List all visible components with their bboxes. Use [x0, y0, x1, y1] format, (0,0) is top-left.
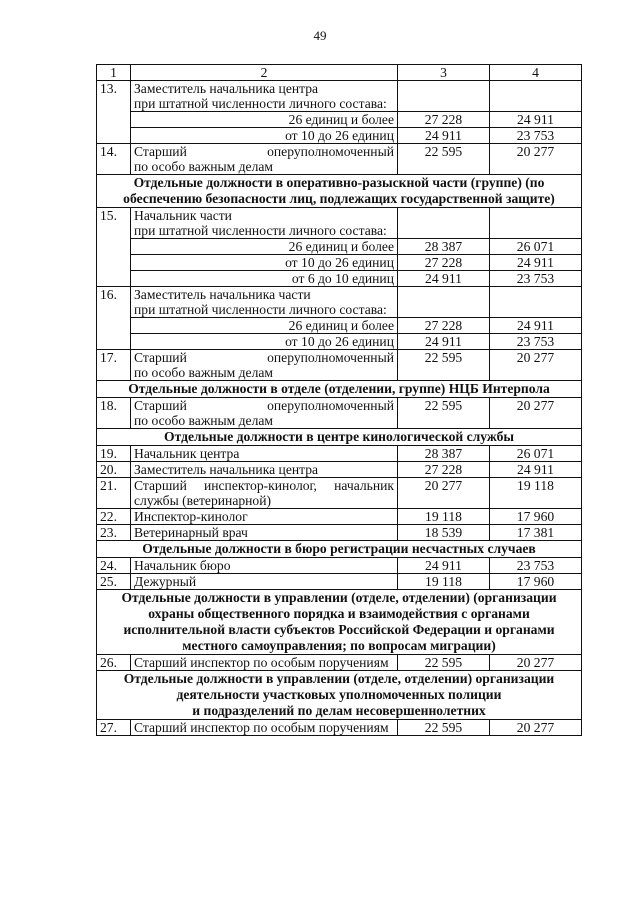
value-col-4: 20 277	[490, 720, 582, 736]
position-title: Ветеринарный врач	[131, 525, 398, 541]
section-row	[97, 541, 582, 558]
table-row	[97, 350, 582, 381]
value-col-4: 23 753	[490, 128, 582, 144]
table-row	[97, 81, 582, 112]
table-subrow	[97, 128, 582, 144]
value-col-3: 27 228	[398, 255, 490, 271]
value-col-4: 24 911	[490, 112, 582, 128]
value-col-3: 24 911	[398, 558, 490, 574]
header-col-2: 2	[131, 65, 398, 81]
table-row	[97, 287, 582, 318]
section-heading-line: местного самоуправления; по вопросам миграции)	[182, 638, 496, 653]
section-row	[97, 429, 582, 446]
value-col-3: 19 118	[398, 574, 490, 590]
position-line	[134, 398, 394, 413]
position-title	[131, 287, 398, 318]
position-line: службы (ветеринарной)	[134, 493, 272, 508]
value-col-3: 24 911	[398, 334, 490, 350]
table-subrow	[97, 334, 582, 350]
value-col-3: 22 595	[398, 144, 490, 175]
section-heading: Отдельные должности в отделе (отделении, группе) НЦБ Интерпола	[97, 381, 582, 398]
row-number: 26.	[97, 655, 131, 671]
value-col-3: 22 595	[398, 720, 490, 736]
value-col-3	[398, 287, 490, 318]
subrow-label: 26 единиц и более	[131, 112, 398, 128]
section-heading: Отдельные должности в оперативно-разыскной части (группе) (по обеспечению безопасности лиц, подлежащих государственной защите)	[97, 175, 582, 208]
position-line	[134, 478, 394, 493]
section-heading-line: деятельности участковых уполномоченных полиции	[176, 687, 502, 702]
table-subrow	[97, 112, 582, 128]
subrow-label: от 10 до 26 единиц	[131, 334, 398, 350]
position-line: при штатной численности личного состава:	[134, 223, 387, 238]
value-col-4: 17 960	[490, 509, 582, 525]
section-heading-line: исполнительной власти субъектов Российской Федерации и органами	[123, 622, 555, 637]
position-title	[131, 81, 398, 112]
section-heading-line: Отдельные должности в управлении (отделе, отделении) организации	[123, 671, 555, 686]
position-title: Инспектор-кинолог	[131, 509, 398, 525]
table-row	[97, 446, 582, 462]
value-col-3: 22 595	[398, 350, 490, 381]
position-title	[131, 398, 398, 429]
value-col-4: 26 071	[490, 446, 582, 462]
value-col-3: 22 595	[398, 655, 490, 671]
position-word: Старший	[134, 478, 187, 493]
position-line: при штатной численности личного состава:	[134, 96, 387, 111]
position-word: оперуполномоченный	[267, 144, 394, 159]
header-col-1: 1	[97, 65, 131, 81]
value-col-3: 28 387	[398, 446, 490, 462]
value-col-3: 27 228	[398, 318, 490, 334]
position-title	[131, 478, 398, 509]
position-title: Старший инспектор по особым поручениям	[131, 655, 398, 671]
value-col-4	[490, 81, 582, 112]
value-col-4	[490, 287, 582, 318]
value-col-3	[398, 208, 490, 239]
position-word: Старший	[134, 144, 187, 159]
value-col-4: 26 071	[490, 239, 582, 255]
section-heading-line: Отдельные должности в управлении (отделе, отделении) (организации	[121, 590, 557, 605]
table-row	[97, 720, 582, 736]
position-word: Старший	[134, 350, 187, 365]
position-title	[131, 208, 398, 239]
row-number-empty	[97, 271, 131, 287]
section-row	[97, 175, 582, 208]
table-row	[97, 144, 582, 175]
row-number: 20.	[97, 462, 131, 478]
value-col-4: 23 753	[490, 271, 582, 287]
row-number-empty	[97, 255, 131, 271]
position-title: Начальник центра	[131, 446, 398, 462]
row-number: 17.	[97, 350, 131, 381]
value-col-4: 17 381	[490, 525, 582, 541]
table-subrow	[97, 255, 582, 271]
position-word: оперуполномоченный	[267, 398, 394, 413]
value-col-3: 27 228	[398, 112, 490, 128]
section-row	[97, 381, 582, 398]
position-title	[131, 350, 398, 381]
section-heading	[97, 590, 582, 655]
position-line: Заместитель начальника части	[134, 287, 311, 302]
value-col-4: 20 277	[490, 655, 582, 671]
table-subrow	[97, 239, 582, 255]
value-col-4	[490, 208, 582, 239]
table-row	[97, 478, 582, 509]
row-number: 24.	[97, 558, 131, 574]
table-row	[97, 462, 582, 478]
section-heading-line: и подразделений по делам несовершеннолетних	[192, 703, 486, 718]
row-number: 13.	[97, 81, 131, 112]
value-col-3: 24 911	[398, 271, 490, 287]
value-col-3: 19 118	[398, 509, 490, 525]
row-number: 22.	[97, 509, 131, 525]
section-row	[97, 671, 582, 720]
value-col-3: 24 911	[398, 128, 490, 144]
row-number: 23.	[97, 525, 131, 541]
position-word: начальник	[334, 478, 394, 493]
table-row	[97, 398, 582, 429]
subrow-label: от 10 до 26 единиц	[131, 128, 398, 144]
table-row	[97, 509, 582, 525]
position-line: по особо важным делам	[134, 159, 273, 174]
row-number-empty	[97, 239, 131, 255]
row-number-empty	[97, 334, 131, 350]
header-col-3: 3	[398, 65, 490, 81]
position-title: Старший инспектор по особым поручениям	[131, 720, 398, 736]
section-row	[97, 590, 582, 655]
section-heading	[97, 671, 582, 720]
position-word: Старший	[134, 398, 187, 413]
value-col-4: 17 960	[490, 574, 582, 590]
position-line	[134, 350, 394, 365]
position-line: по особо важным делам	[134, 413, 273, 428]
value-col-3: 22 595	[398, 398, 490, 429]
value-col-4: 23 753	[490, 558, 582, 574]
position-word: оперуполномоченный	[267, 350, 394, 365]
section-heading-line: охраны общественного порядка и взаимодействия с органами	[148, 606, 530, 621]
row-number: 19.	[97, 446, 131, 462]
section-heading: Отдельные должности в бюро регистрации несчастных случаев	[97, 541, 582, 558]
row-number: 21.	[97, 478, 131, 509]
subrow-label: 26 единиц и более	[131, 318, 398, 334]
subrow-label: от 6 до 10 единиц	[131, 271, 398, 287]
table-row	[97, 525, 582, 541]
table-row	[97, 558, 582, 574]
value-col-3: 28 387	[398, 239, 490, 255]
header-col-4: 4	[490, 65, 582, 81]
subrow-label: от 10 до 26 единиц	[131, 255, 398, 271]
value-col-4: 24 911	[490, 462, 582, 478]
table-header-row	[97, 65, 582, 81]
row-number: 27.	[97, 720, 131, 736]
row-number: 25.	[97, 574, 131, 590]
salary-table	[96, 64, 582, 736]
table-row	[97, 655, 582, 671]
position-line	[134, 144, 394, 159]
row-number: 18.	[97, 398, 131, 429]
table-row	[97, 208, 582, 239]
value-col-4: 23 753	[490, 334, 582, 350]
position-title: Начальник бюро	[131, 558, 398, 574]
value-col-3: 27 228	[398, 462, 490, 478]
row-number: 16.	[97, 287, 131, 318]
row-number: 15.	[97, 208, 131, 239]
position-line: Начальник части	[134, 208, 232, 223]
value-col-3: 20 277	[398, 478, 490, 509]
position-title	[131, 144, 398, 175]
value-col-4: 24 911	[490, 255, 582, 271]
page-number: 49	[313, 28, 327, 43]
row-number-empty	[97, 128, 131, 144]
value-col-4: 20 277	[490, 144, 582, 175]
row-number: 14.	[97, 144, 131, 175]
section-heading: Отдельные должности в центре кинологической службы	[97, 429, 582, 446]
position-line: по особо важным делам	[134, 365, 273, 380]
table-subrow	[97, 271, 582, 287]
subrow-label: 26 единиц и более	[131, 239, 398, 255]
position-word: инспектор-кинолог,	[203, 478, 317, 493]
position-title: Дежурный	[131, 574, 398, 590]
position-line: при штатной численности личного состава:	[134, 302, 387, 317]
table-subrow	[97, 318, 582, 334]
position-line: Заместитель начальника центра	[134, 81, 319, 96]
value-col-3: 18 539	[398, 525, 490, 541]
value-col-4: 20 277	[490, 398, 582, 429]
row-number-empty	[97, 112, 131, 128]
table-row	[97, 574, 582, 590]
value-col-3	[398, 81, 490, 112]
position-title: Заместитель начальника центра	[131, 462, 398, 478]
value-col-4: 20 277	[490, 350, 582, 381]
value-col-4: 19 118	[490, 478, 582, 509]
value-col-4: 24 911	[490, 318, 582, 334]
row-number-empty	[97, 318, 131, 334]
